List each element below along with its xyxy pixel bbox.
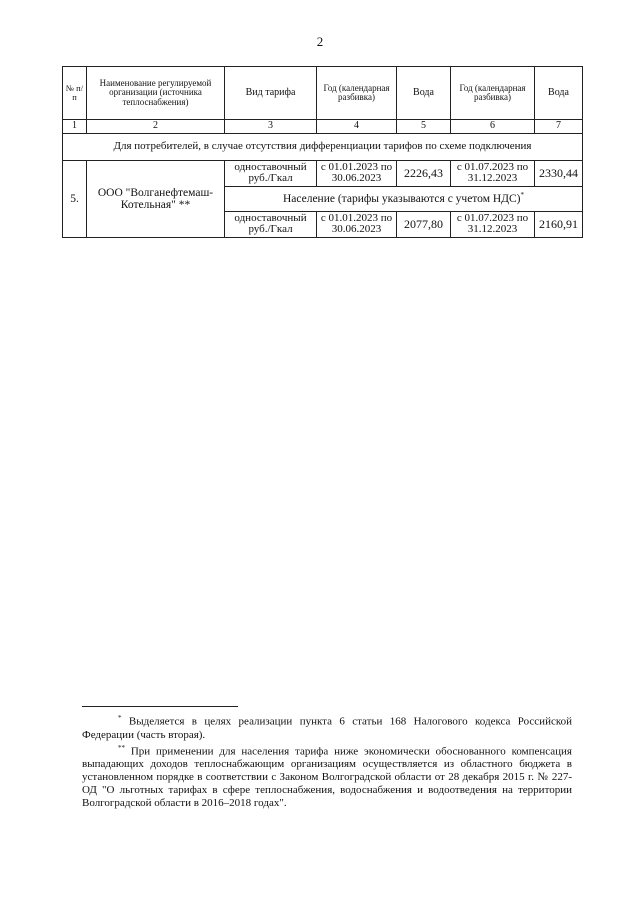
page-number: 2 — [316, 34, 324, 49]
col-index: 5 — [397, 120, 451, 134]
pop-period-2: с 01.07.2023 по 31.12.2023 — [451, 211, 535, 237]
section-title: Для потребителей, в случае отсутствия дифференциации тарифов по схеме подключения — [63, 133, 583, 160]
water-value-1: 2226,43 — [397, 160, 451, 186]
footnote-divider — [82, 706, 238, 707]
col-index: 6 — [451, 120, 535, 134]
row-number: 5. — [63, 160, 87, 237]
water-value-2: 2330,44 — [535, 160, 583, 186]
header-water-2: Вода — [535, 67, 583, 120]
header-row — [63, 67, 583, 120]
footnotes — [82, 712, 572, 810]
col-index: 1 — [63, 120, 87, 134]
pop-water-value-1: 2077,80 — [397, 211, 451, 237]
header-year-2: Год (календарная разбивка) — [451, 67, 535, 120]
pop-water-value-2: 2160,91 — [535, 211, 583, 237]
pop-tariff-type: одноставочный руб./Гкал — [225, 211, 317, 237]
population-text: Население (тарифы указываются с учетом НДС) — [282, 192, 521, 205]
col-index: 4 — [317, 120, 397, 134]
footnote-text: При применении для населения тарифа ниже экономически обоснованного компенсация выпадающих доходов теплоснабжающим организациям осуществляется из областного бюджета в установленном порядке в соответствии с Законом Волгоградской области от 28 декабря 2015 г. № 227-ОД "О льготных тарифах в сфере теплоснабжения, водоснабжения и водоотведения на территории Волгоградской области в 2016–2018 годах". — [82, 745, 572, 810]
col-index: 7 — [535, 120, 583, 134]
col-index: 2 — [87, 120, 225, 134]
col-index: 3 — [225, 120, 317, 134]
tariff-type: одноставочный руб./Гкал — [225, 160, 317, 186]
column-index-row — [63, 120, 583, 134]
organization-label: ООО "Волганефтемаш-Котельная" — [97, 186, 214, 211]
footnote-text: Выделяется в целях реализации пункта 6 статьи 168 Налогового кодекса Российской Федерации (часть вторая). — [82, 715, 573, 741]
section-row — [63, 133, 583, 160]
organization-footnote-mark: ** — [178, 198, 191, 211]
footnote-mark: ** — [118, 743, 125, 752]
header-num: № п/п — [63, 67, 87, 120]
period-1: с 01.01.2023 по 30.06.2023 — [317, 160, 397, 186]
table-row — [63, 160, 583, 186]
footnote-mark: * — [118, 714, 122, 722]
footnote-2 — [82, 742, 572, 811]
population-label — [225, 186, 583, 211]
period-2: с 01.07.2023 по 31.12.2023 — [451, 160, 535, 186]
population-footnote-mark: * — [520, 191, 525, 200]
organization-name — [87, 160, 225, 237]
tariff-table — [62, 66, 583, 238]
header-year-1: Год (календарная разбивка) — [317, 67, 397, 120]
header-tariff-type: Вид тарифа — [225, 67, 317, 120]
pop-period-1: с 01.01.2023 по 30.06.2023 — [317, 211, 397, 237]
footnote-1 — [82, 712, 572, 742]
header-org: Наименование регулируемой организации (источника теплоснабжения) — [87, 67, 225, 120]
header-water-1: Вода — [397, 67, 451, 120]
